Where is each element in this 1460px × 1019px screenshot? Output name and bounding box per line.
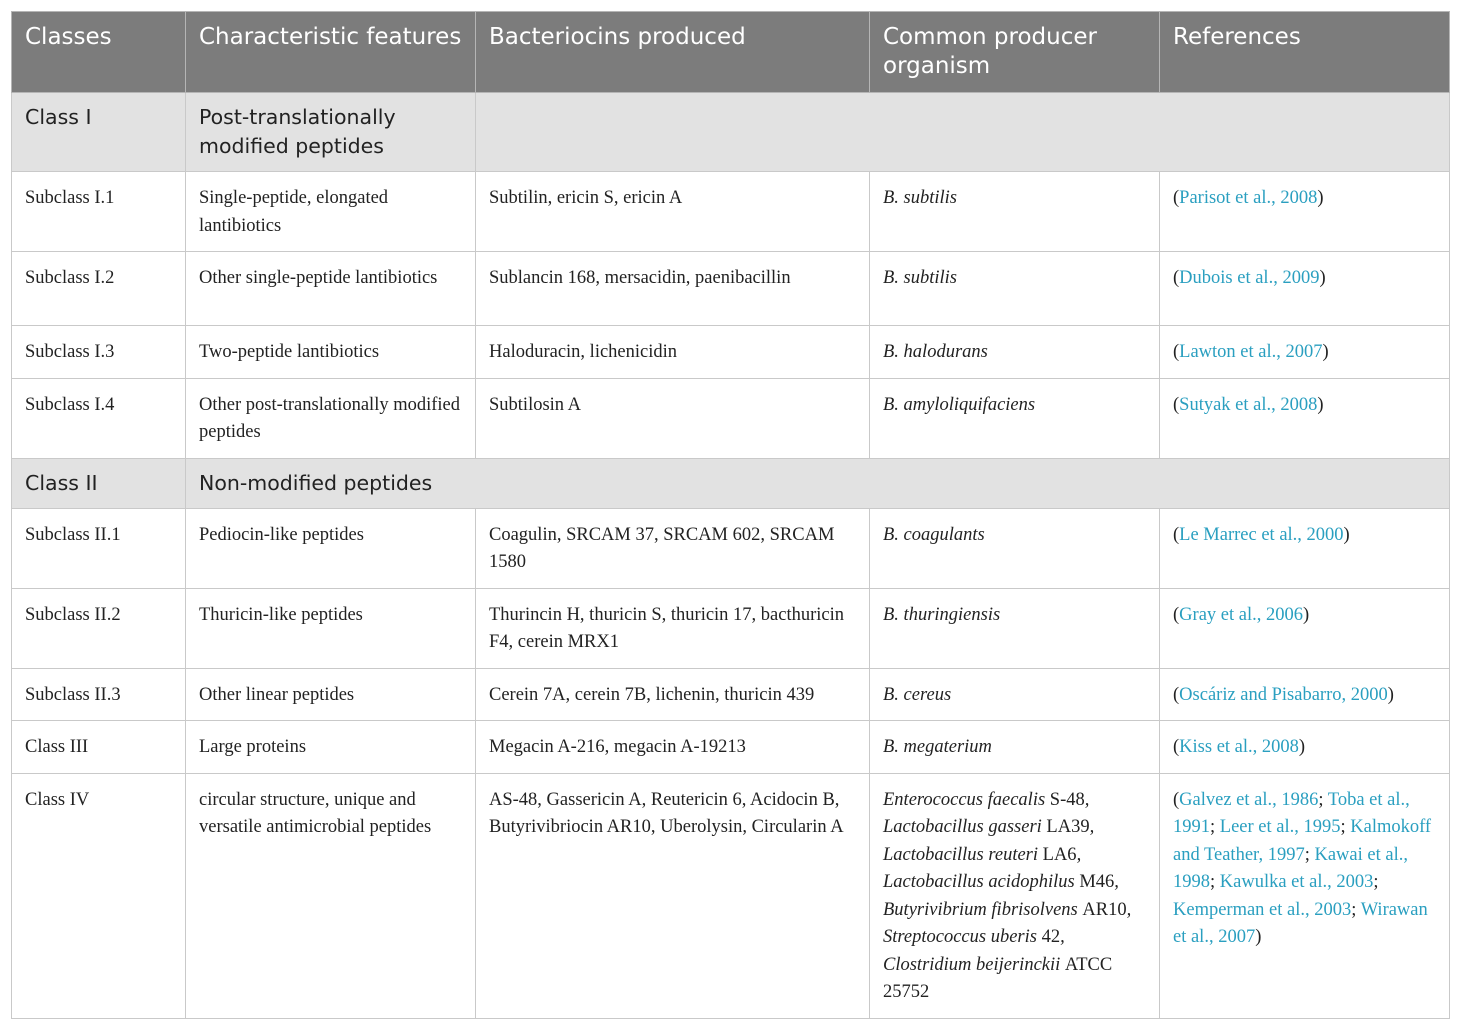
producer-organism-list: Enterococcus faecalis S-48, Lactobacillus gasseri LA39, Lactobacillus reuteri LA6, Lactobacillus acidophilus M46, Butyrivibrium fibrisolvens AR10, Streptococcus uberis 42, Clostridium beijerinckii ATCC 25752 xyxy=(870,773,1160,1018)
producer-organism: B. subtilis xyxy=(870,252,1160,326)
feature: Other post-translationally modified peptides xyxy=(186,378,476,458)
reference-link[interactable]: Galvez et al., 1986 xyxy=(1179,789,1319,810)
bacteriocins: Coagulin, SRCAM 37, SRCAM 602, SRCAM 1580 xyxy=(476,508,870,588)
organism-strain: S-48 xyxy=(1049,789,1085,810)
class-blank xyxy=(476,93,1450,172)
bacteriocins: Sublancin 168, mersacidin, paenibacillin xyxy=(476,252,870,326)
reference-link[interactable]: Kiss et al., 2008 xyxy=(1179,737,1299,757)
producer-organism: B. cereus xyxy=(870,668,1160,721)
feature: Single-peptide, elongated lantibiotics xyxy=(186,172,476,252)
subclass-name: Subclass II.3 xyxy=(12,668,186,721)
class-feature: Non-modified peptides xyxy=(186,458,1450,508)
subclass-name: Subclass II.2 xyxy=(12,588,186,668)
reference-link[interactable]: Kalmokoff and Teather, 1997 xyxy=(1173,817,1432,865)
header-references: References xyxy=(1160,12,1450,93)
header-features: Characteristic features xyxy=(186,12,476,93)
bacteriocins: AS-48, Gassericin A, Reutericin 6, Acidocin B, Butyrivibriocin AR10, Uberolysin, Circularin A xyxy=(476,773,870,1018)
reference-list: (Galvez et al., 1986; Toba et al., 1991; Leer et al., 1995; Kalmokoff and Teather, 1997; Kawai et al., 1998; Kawulka et al., 2003; Kemperman et al., 2003; Wirawan et al., 2007) xyxy=(1160,773,1450,1018)
header-classes: Classes xyxy=(12,12,186,93)
feature: Other linear peptides xyxy=(186,668,476,721)
reference-link[interactable]: Kemperman et al., 2003 xyxy=(1173,899,1352,920)
class-feature: Post-translationally modified peptides xyxy=(186,93,476,172)
bacteriocins: Megacin A-216, megacin A-19213 xyxy=(476,721,870,774)
organism-name: Lactobacillus gasseri xyxy=(883,817,1042,837)
subclass-name: Subclass I.4 xyxy=(12,378,186,458)
table-row xyxy=(12,326,1450,379)
table-row xyxy=(12,172,1450,252)
producer-organism: B. halodurans xyxy=(870,326,1160,379)
header-producer: Common producer organism xyxy=(870,12,1160,93)
class-row xyxy=(12,93,1450,172)
organism-name: Lactobacillus reuteri xyxy=(883,844,1039,865)
bacteriocins: Thurincin H, thuricin S, thuricin 17, bacthuricin F4, cerein MRX1 xyxy=(476,588,870,668)
reference-link[interactable]: Le Marrec et al., 2000 xyxy=(1179,524,1344,545)
organism-strain: LA6 xyxy=(1042,844,1077,865)
class-name: Class I xyxy=(12,93,186,172)
reference-link[interactable]: Lawton et al., 2007 xyxy=(1179,342,1323,362)
organism-strain: M46 xyxy=(1079,872,1115,892)
reference-link[interactable]: Parisot et al., 2008 xyxy=(1179,188,1318,208)
reference: (Parisot et al., 2008) xyxy=(1160,172,1450,252)
reference-link[interactable]: Dubois et al., 2009 xyxy=(1179,268,1320,288)
feature: Pediocin-like peptides xyxy=(186,508,476,588)
organism-strain: 42 xyxy=(1041,927,1061,947)
bacteriocins: Subtilosin A xyxy=(476,378,870,458)
reference-link[interactable]: Toba et al., 1991 xyxy=(1173,789,1410,837)
organism-name: Enterococcus faecalis xyxy=(883,789,1046,810)
feature: circular structure, unique and versatile antimicrobial peptides xyxy=(186,773,476,1018)
bacteriocins: Subtilin, ericin S, ericin A xyxy=(476,172,870,252)
feature: Other single-peptide lantibiotics xyxy=(186,252,476,326)
feature: Thuricin-like peptides xyxy=(186,588,476,668)
organism-name: Streptococcus uberis xyxy=(883,927,1037,947)
bacteriocins: Cerein 7A, cerein 7B, lichenin, thuricin 439 xyxy=(476,668,870,721)
organism-strain: AR10 xyxy=(1082,899,1127,920)
subclass-name: Subclass I.3 xyxy=(12,326,186,379)
producer-organism: B. coagulants xyxy=(870,508,1160,588)
table-row xyxy=(12,668,1450,721)
table-row xyxy=(12,378,1450,458)
reference: (Kiss et al., 2008) xyxy=(1160,721,1450,774)
table-row xyxy=(12,508,1450,588)
subclass-name: Subclass II.1 xyxy=(12,508,186,588)
organism-strain: LA39 xyxy=(1046,817,1090,837)
reference-link[interactable]: Kawai et al., 1998 xyxy=(1173,844,1408,892)
subclass-name: Subclass I.1 xyxy=(12,172,186,252)
subclass-name: Class III xyxy=(12,721,186,774)
organism-name: Lactobacillus acidophilus xyxy=(883,872,1075,892)
reference: (Dubois et al., 2009) xyxy=(1160,252,1450,326)
reference: (Gray et al., 2006) xyxy=(1160,588,1450,668)
reference-link[interactable]: Sutyak et al., 2008 xyxy=(1179,394,1318,415)
organism-strain: ATCC 25752 xyxy=(883,954,1113,1002)
bacteriocin-classification-table xyxy=(11,11,1450,1019)
reference-link[interactable]: Gray et al., 2006 xyxy=(1179,604,1303,625)
header-bacteriocins: Bacteriocins produced xyxy=(476,12,870,93)
feature: Large proteins xyxy=(186,721,476,774)
producer-organism: B. amyloliquifaciens xyxy=(870,378,1160,458)
reference: (Lawton et al., 2007) xyxy=(1160,326,1450,379)
table-row xyxy=(12,721,1450,774)
table-row xyxy=(12,252,1450,326)
class-name: Class II xyxy=(12,458,186,508)
reference: (Oscáriz and Pisabarro, 2000) xyxy=(1160,668,1450,721)
organism-name: Butyrivibrium fibrisolvens xyxy=(883,899,1078,920)
subclass-name: Class IV xyxy=(12,773,186,1018)
class-row xyxy=(12,458,1450,508)
reference-link[interactable]: Leer et al., 1995 xyxy=(1219,817,1341,837)
reference-link[interactable]: Wirawan et al., 2007 xyxy=(1173,899,1428,947)
bacteriocins: Haloduracin, lichenicidin xyxy=(476,326,870,379)
reference: (Le Marrec et al., 2000) xyxy=(1160,508,1450,588)
reference: (Sutyak et al., 2008) xyxy=(1160,378,1450,458)
feature: Two-peptide lantibiotics xyxy=(186,326,476,379)
organism-name: Clostridium beijerinckii xyxy=(883,954,1061,975)
header-row xyxy=(12,12,1450,93)
producer-organism: B. thuringiensis xyxy=(870,588,1160,668)
subclass-name: Subclass I.2 xyxy=(12,252,186,326)
producer-organism: B. subtilis xyxy=(870,172,1160,252)
reference-link[interactable]: Kawulka et al., 2003 xyxy=(1219,872,1374,892)
table-row xyxy=(12,773,1450,1018)
reference-link[interactable]: Oscáriz and Pisabarro, 2000 xyxy=(1179,684,1388,705)
table-row xyxy=(12,588,1450,668)
producer-organism: B. megaterium xyxy=(870,721,1160,774)
